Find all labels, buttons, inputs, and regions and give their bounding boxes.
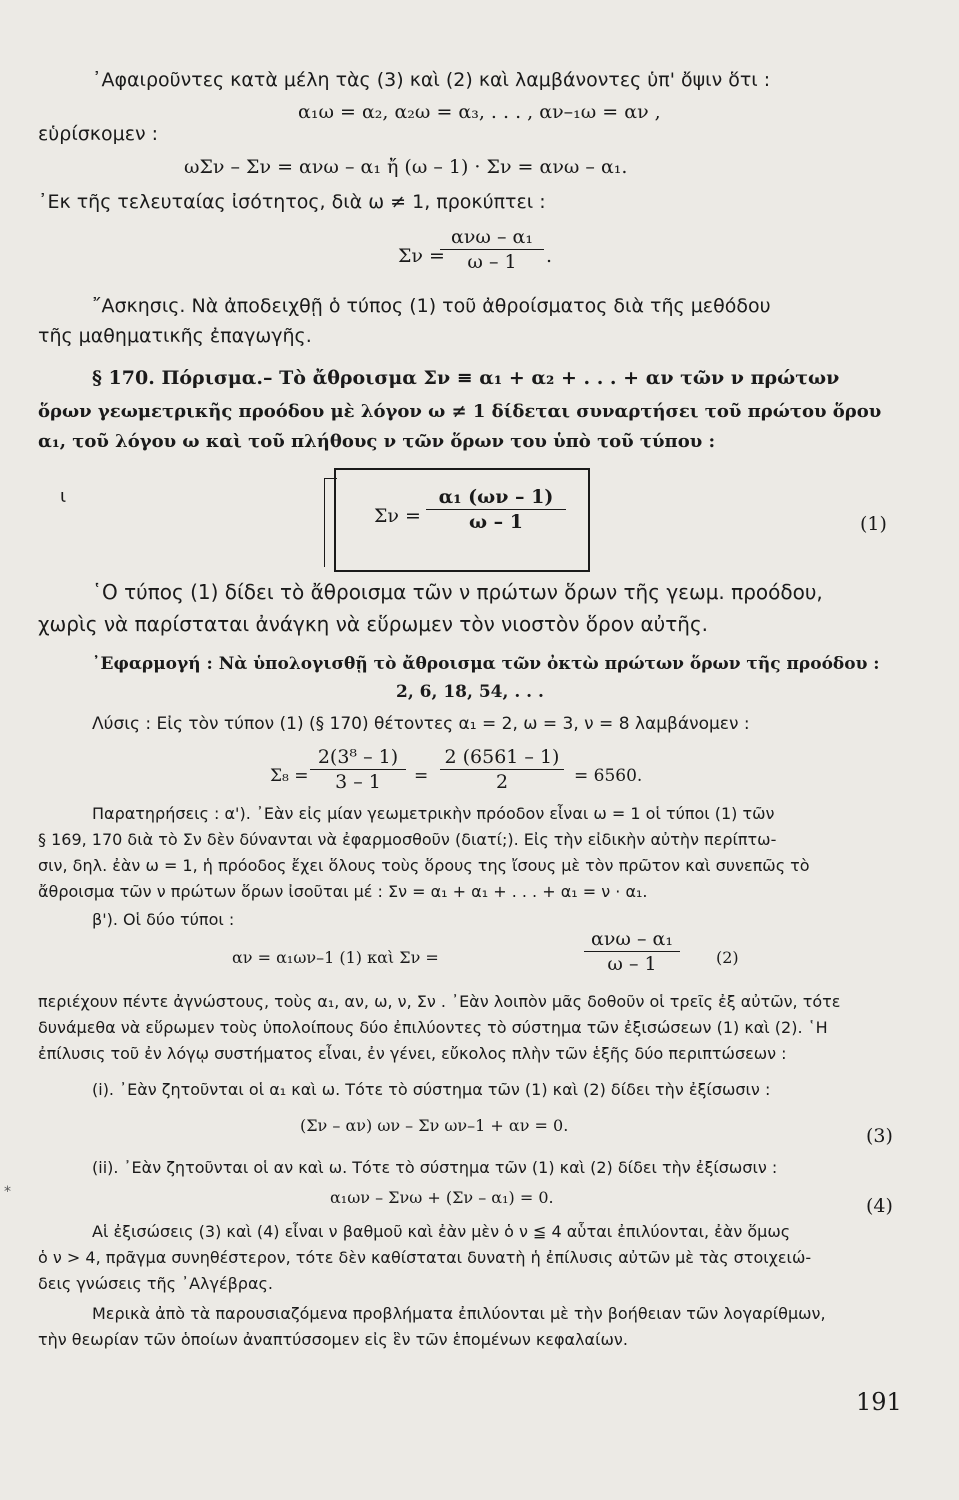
formula-3-label: (2) xyxy=(716,948,739,967)
closing-line-1: Αἱ ἐξισώσεις (3) καὶ (4) εἶναι ν βαθμοῦ καὶ ἐὰν μὲν ὁ ν ≦ 4 αὗται ἐπιλύονται, ἐὰν ὅμως xyxy=(92,1222,791,1241)
text-line-1: ᾿Αφαιροῦντες κατὰ μέλη τὰς (3) καὶ (2) καὶ λαμβάνοντες ὑπ' ὄψιν ὅτι : xyxy=(92,69,771,91)
formula-2b-fraction xyxy=(440,746,564,793)
margin-mark: ι xyxy=(60,486,67,507)
formula-2-lhs: Σ₈ = xyxy=(270,766,309,786)
fraction-bar xyxy=(440,249,544,250)
formula-2a-numerator: 2(3⁸ – 1) xyxy=(317,746,399,768)
formula-1-end: . xyxy=(546,245,553,267)
remarks-line-5: β'). Οἱ δύο τύποι : xyxy=(92,910,235,929)
remarks-line-7: δυνάμεθα νὰ εὕρωμεν τοὺς ὑπολοίπους δύο ἐπιλύοντες τὸ σύστημα τῶν ἐξισώσεων (1) καὶ (2). ῾Η xyxy=(38,1018,828,1037)
equation-3: (Σν – αν) ων – Σν ων–1 + αν = 0. xyxy=(300,1116,569,1135)
application-heading: ᾿Εφαρμογή : Νὰ ὑπολογισθῇ τὸ ἄθροισμα τῶν ὀκτὼ πρώτων ὅρων τῆς προόδου : xyxy=(92,654,880,674)
box-formula-lhs: Σν = xyxy=(374,505,421,527)
text-line-5: ᾿Εκ τῆς τελευταίας ἰσότητος, διὰ ω ≠ 1, προκύπτει : xyxy=(38,191,546,213)
closing-line-3: δεις γνώσεις τῆς ᾿Αλγέβρας. xyxy=(38,1274,273,1293)
section-170-heading: § 170. Πόρισμα.– Τὸ ἄθροισμα Σν ≡ α₁ + α₂ + . . . + αν τῶν ν πρώτων xyxy=(92,367,840,389)
formula-3-numerator: ανω – α₁ xyxy=(591,928,673,950)
text-line-3: εὑρίσκομεν : xyxy=(38,123,159,145)
formula-2b-denominator: 2 xyxy=(495,771,509,793)
formula-3-left: αν = α₁ων–1 (1) καὶ Σν = xyxy=(232,948,439,967)
fraction-bar xyxy=(440,769,564,770)
remarks-line-1: Παρατηρήσεις : α'). ᾿Εὰν εἰς μίαν γεωμετρικὴν πρόοδον εἶναι ω = 1 οἱ τύποι (1) τῶν xyxy=(92,804,775,823)
progression-terms: 2, 6, 18, 54, . . . xyxy=(396,682,544,702)
remarks-line-2: § 169, 170 διὰ τὸ Σν δὲν δύνανται νὰ ἐφαρμοσθοῦν (διατί;). Εἰς τὴν εἰδικὴν αὐτὴν περίπτω- xyxy=(38,830,777,849)
remarks-line-8: ἐπίλυσις τοῦ ἐν λόγῳ συστήματος εἶναι, ἐν γένει, εὔκολος πλὴν τῶν ἑξῆς δύο περιπτώσεων : xyxy=(38,1044,787,1063)
text-line-4: ωΣν – Σν = ανω – α₁ ἤ (ω – 1) · Σν = ανω – α₁. xyxy=(184,156,628,178)
box-formula-numerator: α₁ (ων – 1) xyxy=(438,486,554,508)
page-number: 191 xyxy=(856,1388,902,1416)
formula-2-eq: = xyxy=(414,766,429,786)
case-i-line: (i). ᾿Εὰν ζητοῦνται οἱ α₁ καὶ ω. Τότε τὸ σύστημα τῶν (1) καὶ (2) δίδει τὴν ἐξίσωσιν : xyxy=(92,1080,771,1099)
formula-3-denominator: ω – 1 xyxy=(607,953,657,975)
text-line-7: τῆς μαθηματικῆς ἐπαγωγῆς. xyxy=(38,325,312,347)
formula-3-fraction xyxy=(584,928,680,975)
formula-1-denominator: ω – 1 xyxy=(467,251,517,273)
text-line-10: α₁, τοῦ λόγου ω καὶ τοῦ πλήθους ν τῶν ὅρων του ὑπὸ τοῦ τύπου : xyxy=(38,431,716,452)
equation-4-label: (4) xyxy=(866,1195,893,1217)
formula-2-result: = 6560. xyxy=(574,766,643,786)
closing-line-2: ὁ ν > 4, πρᾶγμα συνηθέστερον, τότε δὲν καθίσταται δυνατὴ ἡ ἐπίλυσις αὐτῶν μὲ τὰς στοιχειώ- xyxy=(38,1248,812,1267)
formula-1-numerator: ανω – α₁ xyxy=(451,226,533,248)
formula-2b-numerator: 2 (6561 – 1) xyxy=(444,746,560,768)
equation-3-label: (3) xyxy=(866,1125,893,1147)
text-line-12: χωρὶς νὰ παρίσταται ἀνάγκη νὰ εὕρωμεν τὸν νιοστὸν ὅρον αὐτῆς. xyxy=(38,612,709,636)
remarks-line-6: περιέχουν πέντε ἀγνώστους, τοὺς α₁, αν, ω, ν, Σν . ᾿Εὰν λοιπὸν μᾶς δοθοῦν οἱ τρεῖς ἐξ αὐτῶν, τότε xyxy=(38,992,841,1011)
formula-2a-denominator: 3 – 1 xyxy=(335,771,381,793)
formula-2a-fraction xyxy=(310,746,406,793)
text-line-6: ῎Ασκησις. Νὰ ἀποδειχθῇ ὁ τύπος (1) τοῦ ἀθροίσματος διὰ τῆς μεθόδου xyxy=(92,295,771,317)
closing-line-4: Μερικὰ ἀπὸ τὰ παρουσιαζόμενα προβλήματα ἐπιλύονται μὲ τὴν βοήθειαν τῶν λογαρίθμων, xyxy=(92,1304,826,1323)
equation-4: α₁ων – Σνω + (Σν – α₁) = 0. xyxy=(330,1188,554,1207)
fraction-bar xyxy=(584,951,680,952)
formula-1-lhs: Σν = xyxy=(398,245,445,267)
text-line-11: ῾Ο τύπος (1) δίδει τὸ ἄθροισμα τῶν ν πρώτων ὅρων τῆς γεωμ. προόδου, xyxy=(92,580,823,604)
box-formula-fraction xyxy=(426,486,566,533)
formula-1-fraction xyxy=(440,226,544,273)
text-line-9: ὅρων γεωμετρικῆς προόδου μὲ λόγον ω ≠ 1 δίδεται συναρτήσει τοῦ πρώτου ὅρου xyxy=(38,401,882,422)
margin-mark-2: * xyxy=(4,1184,11,1200)
remarks-line-3: σιν, δηλ. ἐὰν ω = 1, ἡ πρόοδος ἔχει ὅλους τοὺς ὅρους της ἴσους μὲ τὸν πρῶτον καὶ συνεπῶς τὸ xyxy=(38,856,810,875)
closing-line-5: τὴν θεωρίαν τῶν ὁποίων ἀναπτύσσομεν εἰς ἓν τῶν ἑπομένων κεφαλαίων. xyxy=(38,1330,628,1349)
remarks-line-4: ἄθροισμα τῶν ν πρώτων ὅρων ἰσοῦται μέ : Σν = α₁ + α₁ + . . . + α₁ = ν · α₁. xyxy=(38,882,648,901)
text-line-2: α₁ω = α₂, α₂ω = α₃, . . . , αν–₁ω = αν , xyxy=(298,101,661,123)
fraction-bar xyxy=(310,769,406,770)
box-formula-label: (1) xyxy=(860,513,887,535)
box-formula-denominator: ω – 1 xyxy=(468,511,524,533)
fraction-bar xyxy=(426,509,566,510)
case-ii-line: (ii). ᾿Εὰν ζητοῦνται οἱ αν καὶ ω. Τότε τὸ σύστημα τῶν (1) καὶ (2) δίδει τὴν ἐξίσωσιν : xyxy=(92,1158,778,1177)
solution-line: Λύσις : Εἰς τὸν τύπον (1) (§ 170) θέτοντες α₁ = 2, ω = 3, ν = 8 λαμβάνομεν : xyxy=(92,714,750,734)
